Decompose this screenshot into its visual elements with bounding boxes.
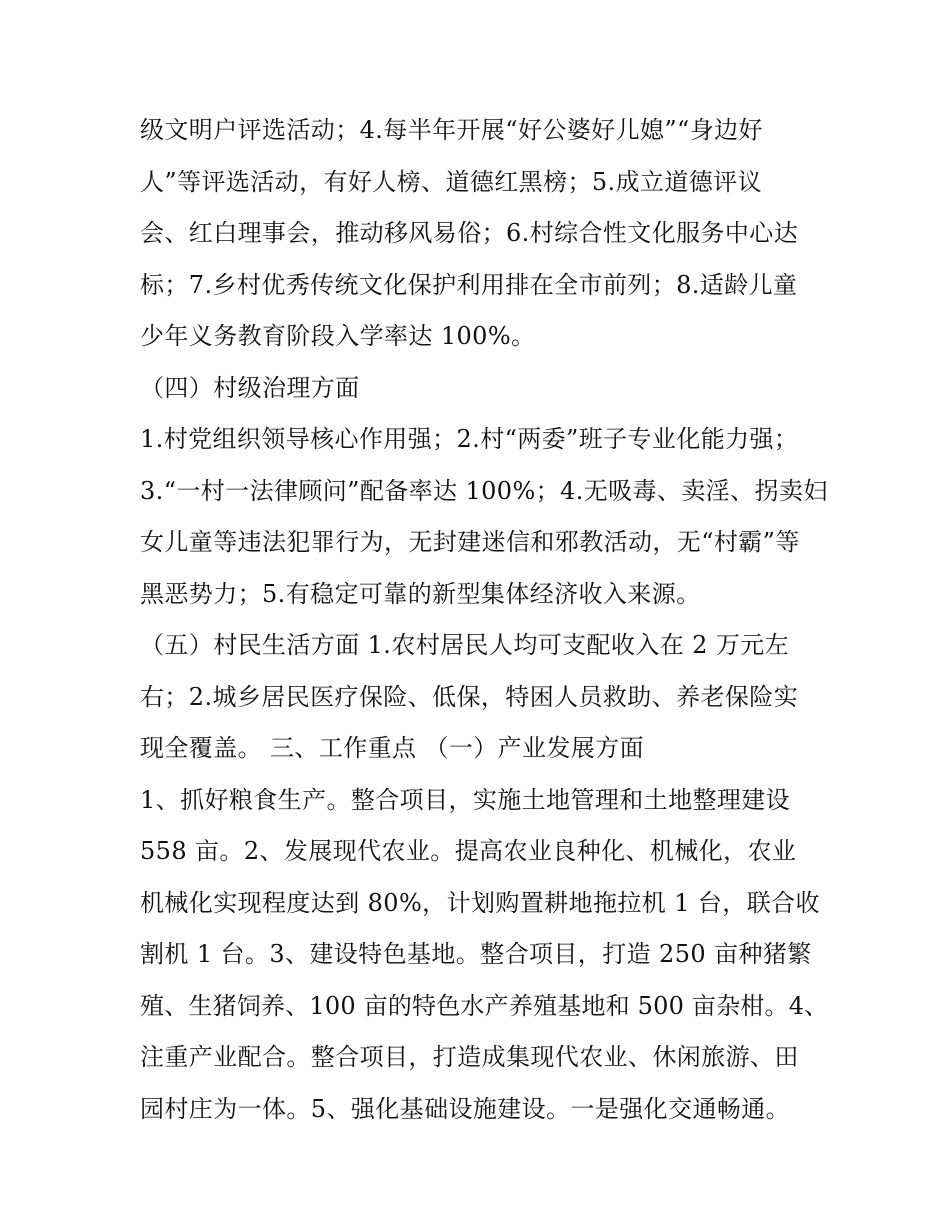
text-line: 右；2.城乡居民医疗保险、低保，特困人员救助、养老保险实 <box>140 682 799 711</box>
text-line: 黑恶势力；5.有稳定可靠的新型集体经济收入来源。 <box>140 579 701 608</box>
text-line: 558 亩。2、发展现代农业。提高农业良种化、机械化，农业 <box>140 837 797 865</box>
text-line: 标；7.乡村优秀传统文化保护利用排在全市前列；8.适龄儿童 <box>140 270 798 299</box>
text-line: （五）村民生活方面 1.农村居民人均可支配收入在 2 万元左 <box>140 631 790 659</box>
text-line: 割机 1 台。3、建设特色基地。整合项目，打造 250 亩种猪繁 <box>140 940 812 968</box>
text-line: 会、红白理事会，推动移风易俗；6.村综合性文化服务中心达 <box>140 219 799 247</box>
text-line: 园村庄为一体。5、强化基础设施建设。一是强化交通畅通。 <box>140 1094 791 1123</box>
text-line: 人”等评选活动，有好人榜、道德红黑榜；5.成立道德评议 <box>140 167 762 196</box>
section-heading: （四）村级治理方面 <box>140 373 360 402</box>
document-body <box>140 105 830 1135</box>
text-line: 1、抓好粮食生产。整合项目，实施土地管理和土地整理建设 <box>140 785 791 814</box>
text-line: 注重产业配合。整合项目，打造成集现代农业、休闲旅游、田 <box>140 1043 799 1071</box>
text-line: 机械化实现程度达到 80%，计划购置耕地拖拉机 1 台，联合收 <box>140 888 820 917</box>
text-line: 级文明户评选活动；4.每半年开展“好公婆好儿媳”“身边好 <box>140 116 763 144</box>
text-line: 3.“一村一法律顾问”配备率达 100%；4.无吸毒、卖淫、拐卖妇 <box>140 476 828 505</box>
text-line: 1.村党组织领导核心作用强；2.村“两委”班子专业化能力强； <box>140 425 799 453</box>
text-line: 殖、生猪饲养、100 亩的特色水产养殖基地和 500 亩杂柑。4、 <box>140 991 829 1020</box>
text-line: 少年义务教育阶段入学率达 100%。 <box>140 322 536 350</box>
text-line: 女儿童等违法犯罪行为，无封建迷信和邪教活动，无“村霸”等 <box>140 528 800 556</box>
text-line: 现全覆盖。 三、工作重点 （一）产业发展方面 <box>140 734 645 762</box>
